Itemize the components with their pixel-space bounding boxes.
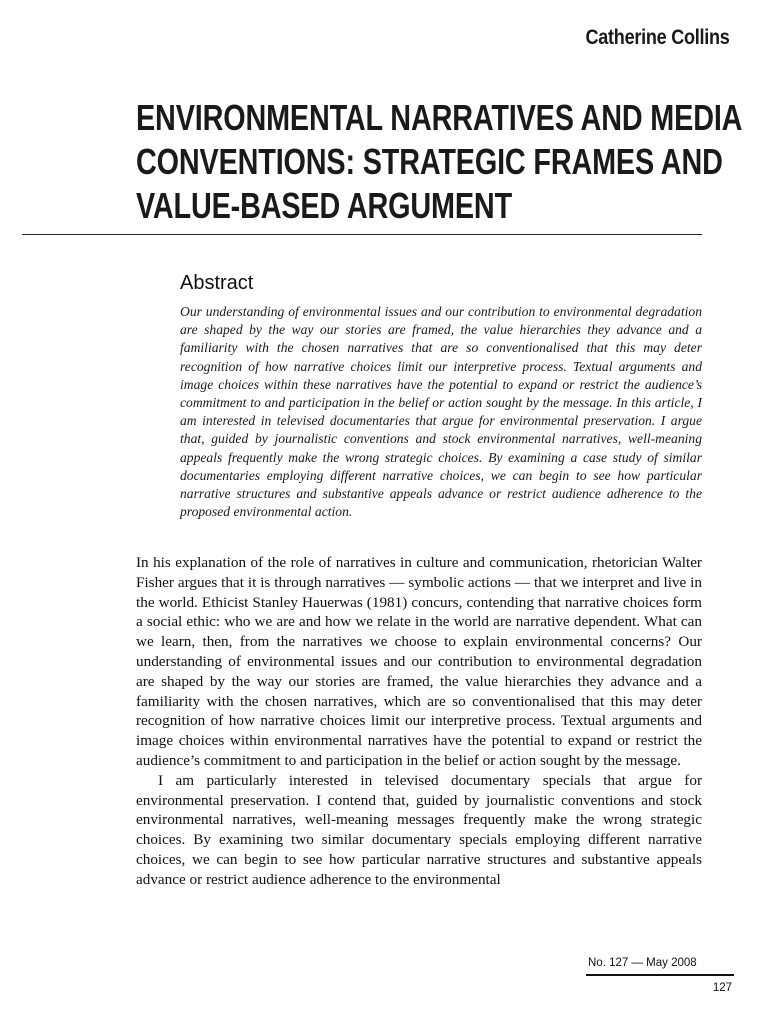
title-line: VALUE-BASED ARGUMENT [136, 185, 512, 226]
body-paragraph: I am particularly interested in televised documentary specials that argue for environmental preservation. I contend that, guided by journalistic conventions and stock environmental narratives, well-meaning messages frequently make the wrong strategic choices. By examining two similar documentary specials employing different narrative choices, we can begin to see how particular narrative structures and substantive appeals advance or restrict audience adherence to the environmental [136, 771, 702, 888]
article-title [136, 96, 743, 228]
article-body [136, 553, 702, 890]
title-line: CONVENTIONS: STRATEGIC FRAMES AND [136, 141, 723, 182]
title-divider [22, 234, 702, 235]
footer-divider [586, 974, 734, 976]
body-paragraph: In his explanation of the role of narratives in culture and communication, rhetorician Walter Fisher argues that it is through narratives — symbolic actions — that we interpret and live in the world. Ethicist Stanley Hauerwas (1981) concurs, contending that narrative choices form a social ethic: who we are and how we relate in the world are narrative dependent. What can we learn, then, from the narratives we choose to explain environmental concerns? Our understanding of environmental issues and our contribution to environmental degradation are shaped by the way our stories are framed, the value hierarchies they advance and a familiarity with the chosen narratives, which are so conventionalised that this may deter recognition of how narrative choices limit our interpretive process. Textual arguments and image choices within environmental narratives have the potential to expand or restrict the audience’s commitment to and participation in the belief or action sought by the message. [136, 554, 702, 769]
abstract-text: Our understanding of environmental issues and our contribution to environmental degradation are shaped by the way our stories are framed, the value hierarchies they advance and a familiarity with the chosen narratives that are so conventionalised that this may deter recognition of how narrative choices limit our interpretive process. Textual arguments and image choices within these narratives have the potential to expand or restrict the audience’s commitment to and participation in the belief or action sought by the message. In this article, I am interested in televised documentaries that argue for environmental preservation. I argue that, guided by journalistic conventions and stock environmental narratives, well-meaning appeals frequently make the wrong strategic choices. By examining a case study of similar documentaries employing different narrative choices, we can begin to see how particular narrative structures and substantive appeals advance or restrict audience adherence to the proposed environmental action. [180, 304, 702, 520]
author-name: Catherine Collins [585, 26, 730, 49]
issue-info: No. 127 — May 2008 [588, 957, 697, 969]
abstract-heading: Abstract [180, 272, 254, 294]
title-line: ENVIRONMENTAL NARRATIVES AND MEDIA [136, 97, 743, 138]
page-number: 127 [712, 982, 732, 994]
